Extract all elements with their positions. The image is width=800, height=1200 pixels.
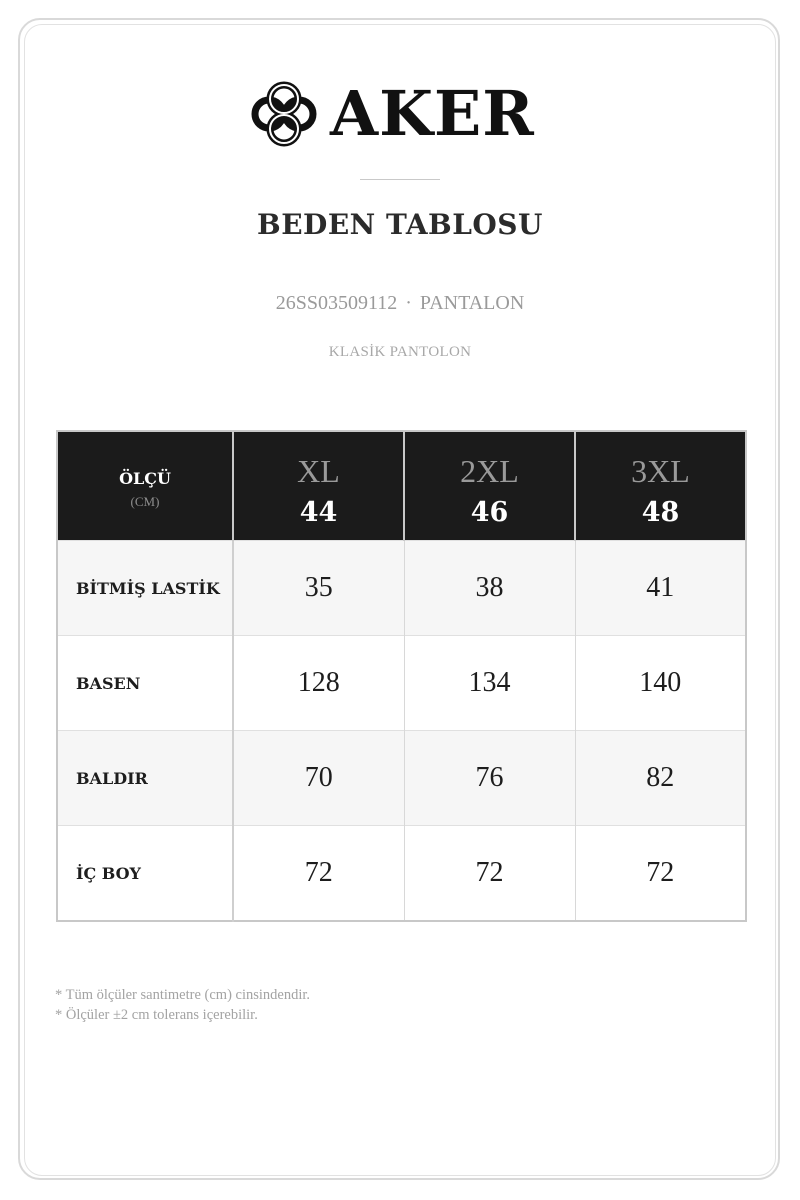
table-cell: 35 <box>233 541 404 636</box>
size-number: 46 <box>470 496 509 528</box>
table-cell: 128 <box>233 636 404 731</box>
table-cell: 82 <box>575 731 746 826</box>
header-measure-label: ÖLÇÜ <box>119 468 171 488</box>
table-cell: 70 <box>233 731 404 826</box>
table-cell: 140 <box>575 636 746 731</box>
footnote: * Tüm ölçüler santimetre (cm) cinsindendir. <box>55 987 311 1003</box>
table-cell: 72 <box>233 826 404 922</box>
size-chart-table <box>56 430 747 922</box>
table-cell: 72 <box>404 826 575 922</box>
size-number: 48 <box>641 496 680 528</box>
page-title: BEDEN TABLOSU <box>257 208 543 241</box>
table-header-row <box>57 431 746 541</box>
table-cell: 41 <box>575 541 746 636</box>
table-row <box>57 826 746 922</box>
size-name: 2XL <box>460 452 519 489</box>
row-label: BİTMİŞ LASTİK <box>57 541 233 636</box>
row-label: İÇ BOY <box>57 826 233 922</box>
table-cell: 38 <box>404 541 575 636</box>
title-divider <box>360 179 440 180</box>
separator-dot: · <box>405 292 412 314</box>
header-size-cell <box>575 431 746 541</box>
header-size-cell <box>404 431 575 541</box>
header-unit-label: (CM) <box>130 493 160 509</box>
table-cell: 76 <box>404 731 575 826</box>
product-type: PANTALON <box>419 292 525 314</box>
row-label: BALDIR <box>57 731 233 826</box>
table-row <box>57 541 746 636</box>
table-row <box>57 636 746 731</box>
interlaced-knot-icon <box>250 80 318 148</box>
product-category: KLASİK PANTOLON <box>328 344 472 360</box>
header-size-cell <box>233 431 404 541</box>
row-label: BASEN <box>57 636 233 731</box>
size-number: 44 <box>299 496 338 528</box>
product-code: 26SS03509112 <box>275 292 398 314</box>
table-cell: 134 <box>404 636 575 731</box>
footnotes <box>55 985 310 1025</box>
size-name: 3XL <box>631 452 690 489</box>
table-row <box>57 731 746 826</box>
header-measure-cell <box>57 431 233 541</box>
footnote: * Ölçüler ±2 cm tolerans içerebilir. <box>55 1007 258 1023</box>
size-name: XL <box>297 452 340 489</box>
table-cell: 72 <box>575 826 746 922</box>
brand-logo <box>250 78 550 150</box>
brand-name: AKER <box>330 77 535 150</box>
product-line <box>0 292 800 315</box>
